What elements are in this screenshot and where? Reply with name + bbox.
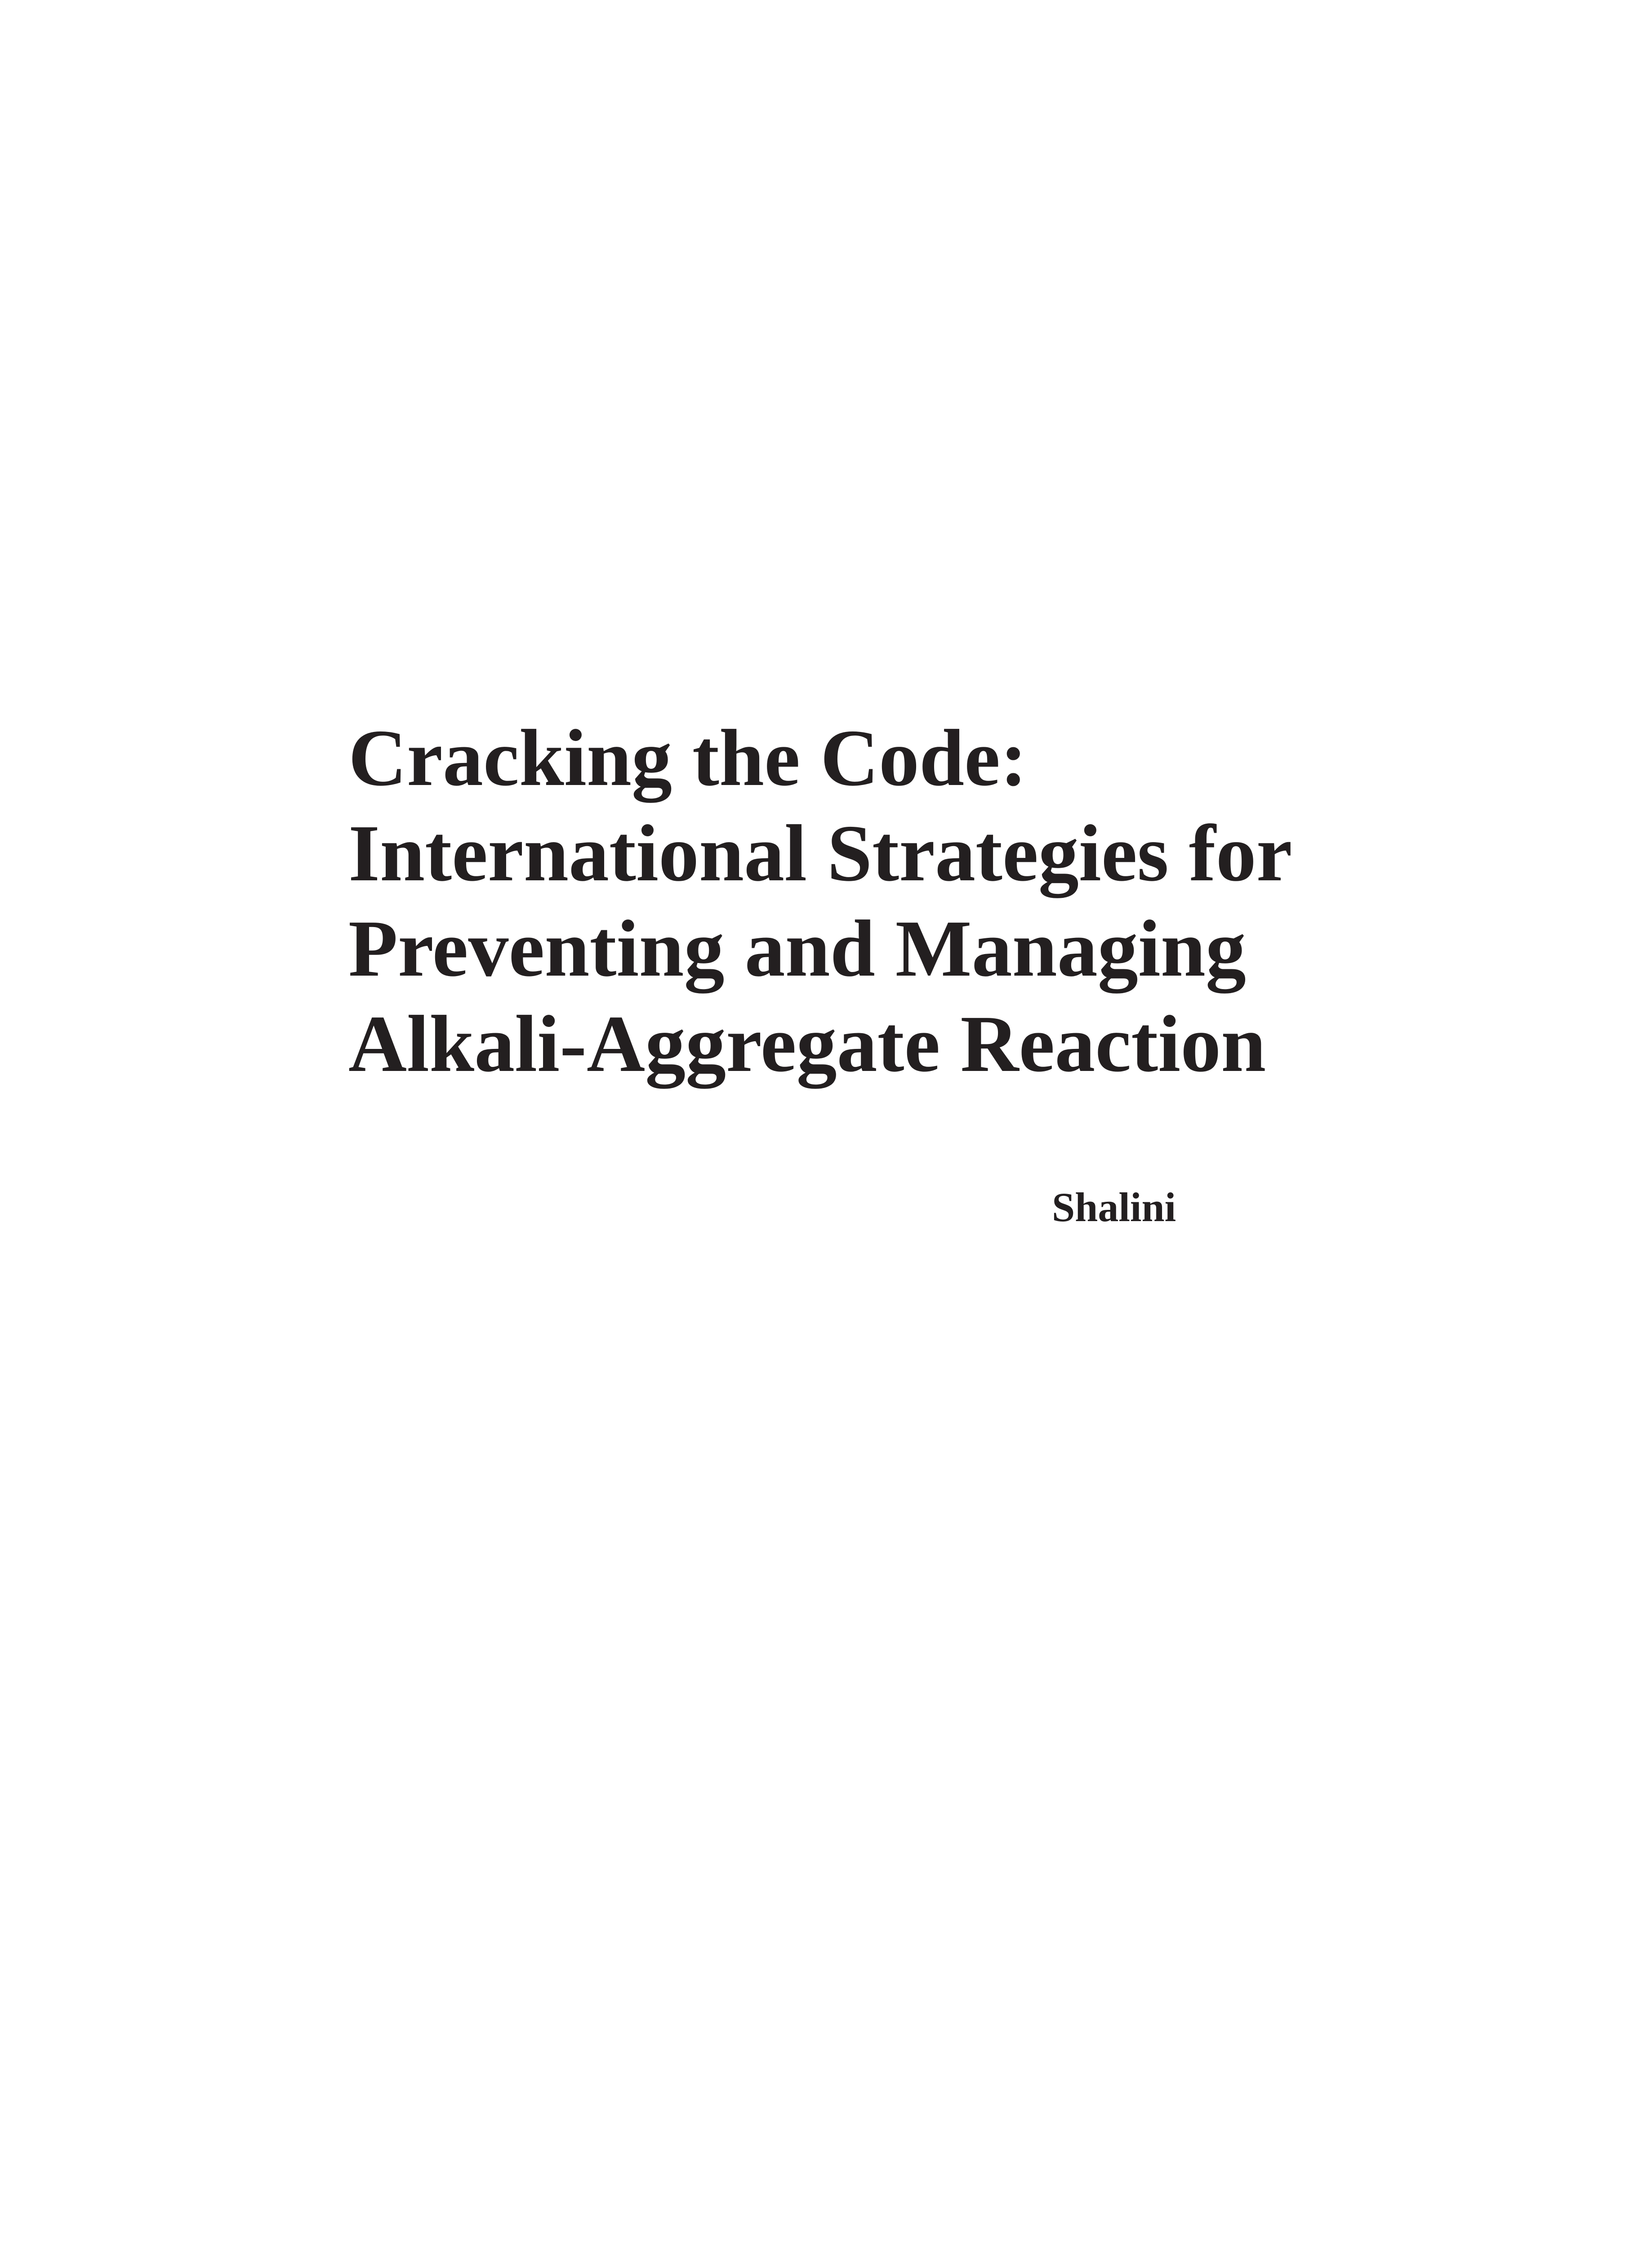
title-line: Alkali-Aggregate Reaction [348,999,1266,1088]
book-title [348,710,1382,1092]
title-line: International Strategies for [348,808,1292,898]
title-line: Cracking the Code: [348,713,1027,803]
author-name: Shalini [1052,1184,1176,1230]
title-line: Preventing and Managing [348,904,1246,993]
